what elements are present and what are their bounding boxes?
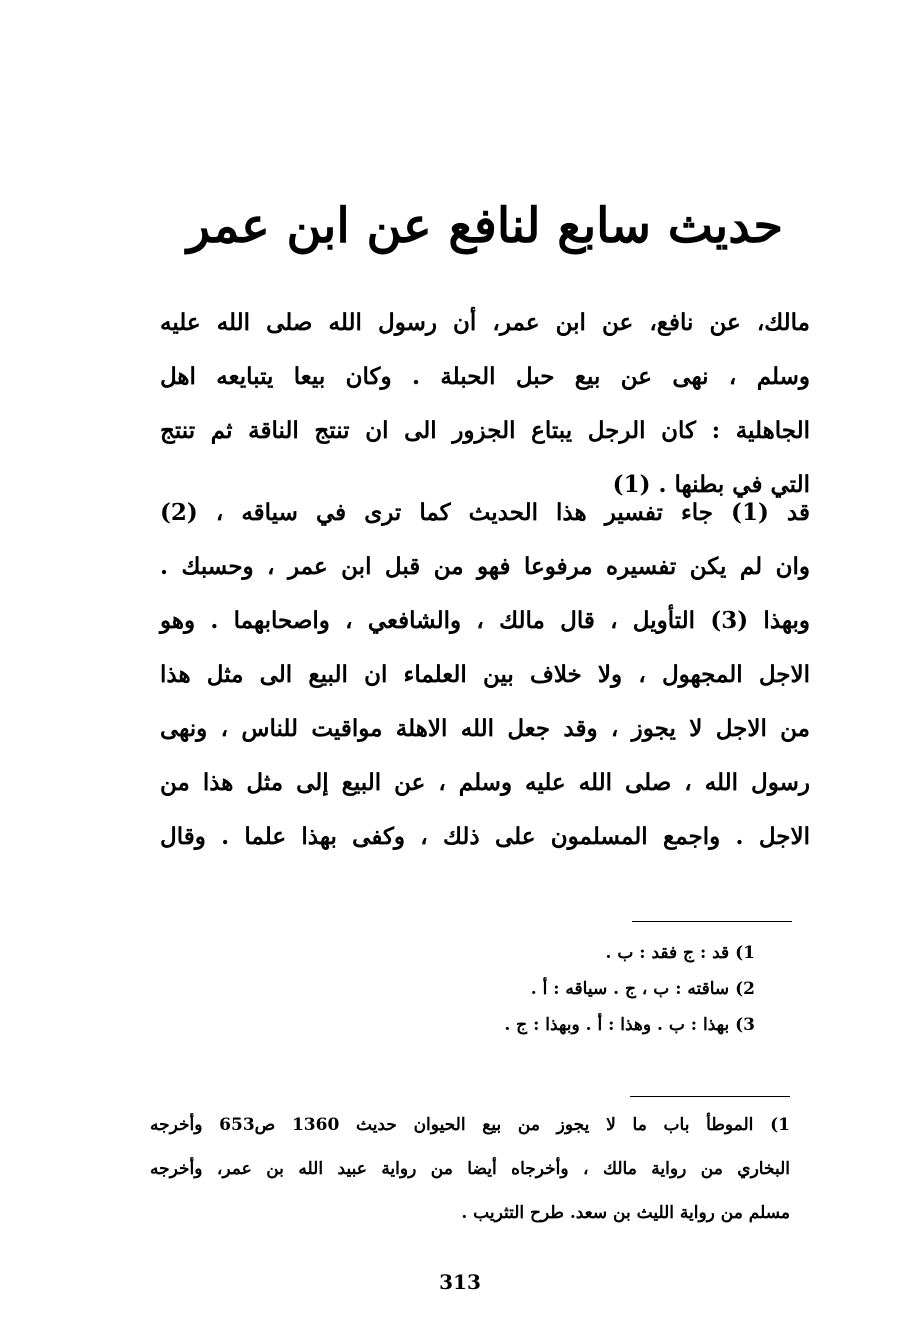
paragraph-hadith [160,296,810,512]
footnote-line: 1) الموطأ باب ما لا يجوز من بيع الحيوان حديث 1360 ص653 وأخرجه [150,1115,790,1135]
text-line: وان لم يكن تفسيره مرفوعا فهو من قبل ابن عمر ، وحسبك . [160,553,810,580]
text-line: الجاهلية : كان الرجل يبتاع الجزور الى ان تنتج الناقة ثم تنتج [160,417,810,444]
paragraph-commentary [160,486,810,864]
text-line: قد (1) جاء تفسير هذا الحديث كما ترى في سياقه ، (2) [160,499,810,526]
text-line: رسول الله ، صلى الله عليه وسلم ، عن البيع إلى مثل هذا من [160,769,810,796]
footnote-line: مسلم من رواية الليث بن سعد. طرح التثريب . [461,1203,790,1223]
text-line: مالك، عن نافع، عن ابن عمر، أن رسول الله صلى الله عليه [160,309,810,336]
variant-note: 3) بهذا : ب . وهذا : أ . وبهذا : ج . [504,1015,755,1035]
footnotes [150,1103,790,1235]
text-line: وبهذا (3) التأويل ، قال مالك ، والشافعي ، واصحابهما . وهو [160,607,810,634]
footnote-divider [630,1096,790,1097]
text-line: التي في بطنها . (1) [612,471,810,498]
variant-readings [300,935,755,1043]
page-number: 313 [439,1270,481,1294]
chapter-title: حديث سابع لنافع عن ابن عمر [186,198,784,254]
text-line: الاجل . واجمع المسلمون على ذلك ، وكفى بهذا علما . وقال [160,823,810,850]
text-line: من الاجل لا يجوز ، وقد جعل الله الاهلة مواقيت للناس ، ونهى [160,715,810,742]
variant-note: 1) قد : ج فقد : ب . [605,943,755,963]
variant-note: 2) ساقته : ب ، ج . سياقه : أ . [530,979,755,999]
text-line: وسلم ، نهى عن بيع حبل الحبلة . وكان بيعا يتبايعه اهل [160,363,810,390]
text-line: الاجل المجهول ، ولا خلاف بين العلماء ان البيع الى مثل هذا [160,661,810,688]
footnote-divider [632,921,792,922]
footnote-line: البخاري من رواية مالك ، وأخرجاه أيضا من رواية عبيد الله بن عمر، وأخرجه [150,1159,790,1179]
